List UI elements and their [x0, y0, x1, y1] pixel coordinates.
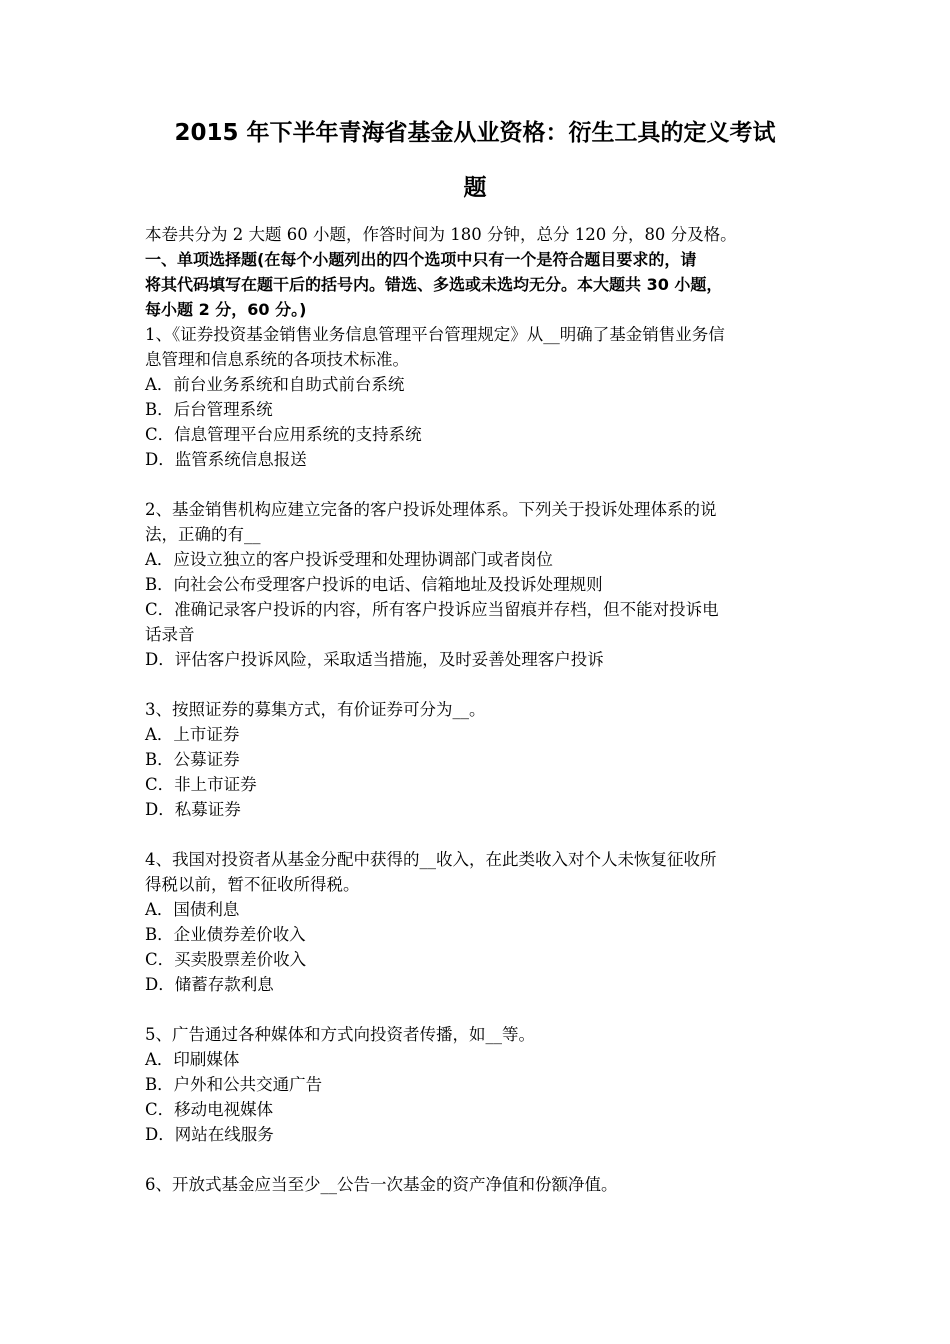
option-b: B．公募证券: [145, 750, 240, 769]
option-c: C．准确记录客户投诉的内容，所有客户投诉应当留痕并存档，但不能对投诉电: [145, 600, 719, 619]
spacer: [145, 672, 813, 697]
option-a: A．上市证券: [145, 725, 240, 744]
option-b: B．后台管理系统: [145, 400, 273, 419]
question-4: [145, 847, 813, 997]
question-2: [145, 497, 813, 672]
option-b: B．企业债券差价收入: [145, 925, 306, 944]
question-stem-line: 6、开放式基金应当至少__公告一次基金的资产净值和份额净值。: [145, 1175, 618, 1194]
option-a: A．前台业务系统和自助式前台系统: [145, 375, 405, 394]
question-stem-line: 2、基金销售机构应建立完备的客户投诉处理体系。下列关于投诉处理体系的说: [145, 500, 717, 519]
document-body: [145, 222, 813, 1197]
question-5: [145, 1022, 813, 1147]
spacer: [145, 1147, 813, 1172]
question-stem-line: 息管理和信息系统的各项技术标准。: [145, 350, 409, 369]
option-a: A．应设立独立的客户投诉受理和处理协调部门或者岗位: [145, 550, 553, 569]
option-d: D．监管系统信息报送: [145, 450, 307, 469]
question-stem-line: 法，正确的有__: [145, 525, 261, 544]
option-a: A．国债利息: [145, 900, 240, 919]
spacer: [145, 822, 813, 847]
question-1: [145, 322, 813, 472]
question-stem-line: 得税以前，暂不征收所得税。: [145, 875, 360, 894]
option-c-continued: 话录音: [145, 625, 195, 644]
option-b: B．向社会公布受理客户投诉的电话、信箱地址及投诉处理规则: [145, 575, 603, 594]
exam-intro: 本卷共分为 2 大题 60 小题，作答时间为 180 分钟，总分 120 分，80 分及格。: [145, 225, 737, 244]
question-stem-line: 1、《证券投资基金销售业务信息管理平台管理规定》从__明确了基金销售业务信: [145, 325, 725, 344]
option-d: D．网站在线服务: [145, 1125, 274, 1144]
option-c: C．买卖股票差价收入: [145, 950, 307, 969]
question-3: [145, 697, 813, 822]
section-heading-line: 每小题 2 分，60 分。): [145, 300, 307, 319]
option-c: C．信息管理平台应用系统的支持系统: [145, 425, 422, 444]
option-c: C．移动电视媒体: [145, 1100, 274, 1119]
question-stem-line: 5、广告通过各种媒体和方式向投资者传播，如__等。: [145, 1025, 535, 1044]
question-stem-line: 4、我国对投资者从基金分配中获得的__收入，在此类收入对个人未恢复征收所: [145, 850, 717, 869]
section-heading: [145, 247, 813, 322]
spacer: [145, 997, 813, 1022]
option-d: D．评估客户投诉风险，采取适当措施，及时妥善处理客户投诉: [145, 650, 604, 669]
section-heading-line: 一、单项选择题(在每个小题列出的四个选项中只有一个是符合题目要求的，请: [145, 250, 697, 269]
spacer: [145, 472, 813, 497]
option-a: A．印刷媒体: [145, 1050, 240, 1069]
option-d: D．储蓄存款利息: [145, 975, 274, 994]
document-title-line-2: 题: [463, 175, 487, 201]
question-stem-line: 3、按照证券的募集方式，有价证券可分为__。: [145, 700, 486, 719]
option-b: B．户外和公共交通广告: [145, 1075, 323, 1094]
question-6: [145, 1172, 813, 1197]
document-title-line-1: 2015 年下半年青海省基金从业资格：衍生工具的定义考试: [174, 120, 776, 146]
section-heading-line: 将其代码填写在题干后的括号内。错选、多选或未选均无分。本大题共 30 小题，: [145, 275, 723, 294]
option-d: D．私募证券: [145, 800, 241, 819]
option-c: C．非上市证券: [145, 775, 257, 794]
